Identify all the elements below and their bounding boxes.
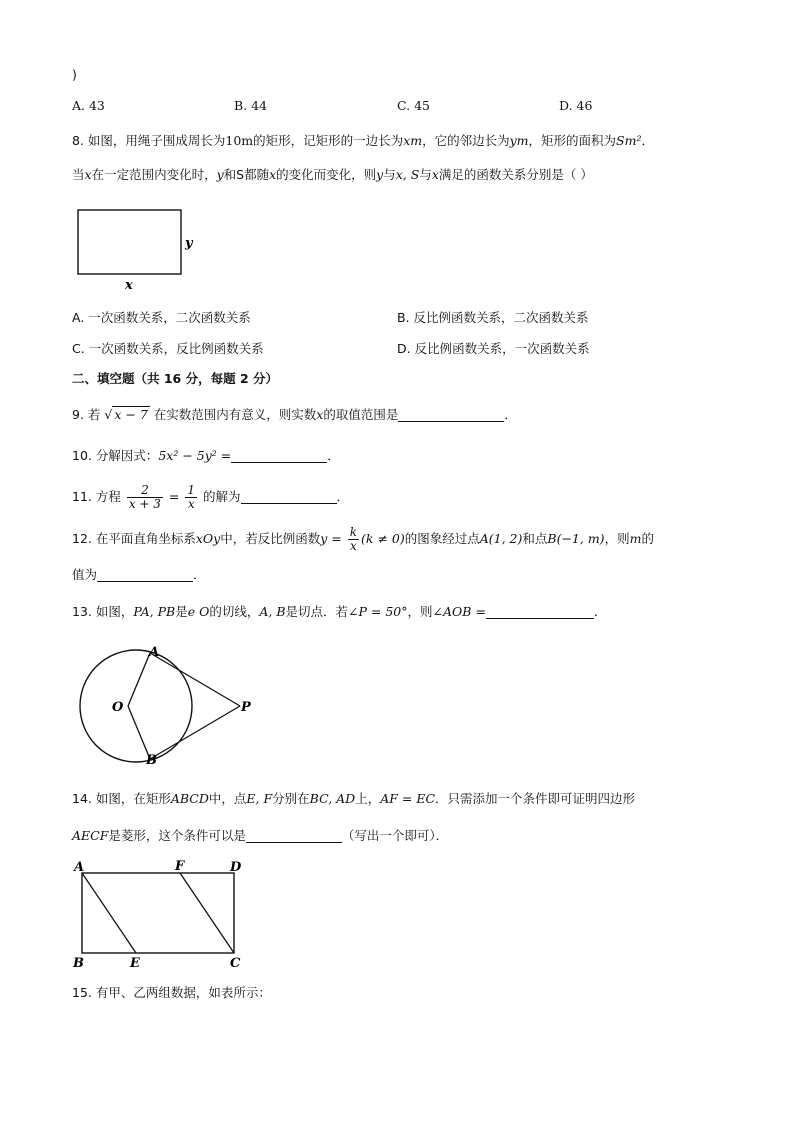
q7-option-d: D. 46 <box>559 98 593 113</box>
q8-option-d: D. 反比例函数关系，一次函数关系 <box>397 341 590 356</box>
q12-line1: 12. 在平面直角坐标系xOy中，若反比例函数y = $\frac{k}{x}$ (k ≠ 0)的图象经过点A(1, 2)和点B(−1, m)，则m的 <box>72 525 654 553</box>
q14-line1: 14. 如图，在矩形ABCD中，点E, F分别在BC, AD上，AF = EC．只需添加一个条件即可证明四边形 <box>72 791 636 806</box>
q11-fraction-right: $\frac{1}{x}$ <box>187 483 196 511</box>
q14-line2: AECF是菱形，这个条件可以是 （写出一个即可）． <box>72 828 449 843</box>
q8-option-c: C. 一次函数关系，反比例函数关系 <box>72 341 264 356</box>
q12-fraction: $\frac{k}{x}$ <box>349 525 358 553</box>
q14-label-f: F <box>175 859 185 874</box>
q13-label-p: P <box>241 700 251 715</box>
q11-answer-blank <box>241 489 337 504</box>
q9: 9. 若 √ x − 7 在实数范围内有意义，则实数x的取值范围是 ． <box>72 407 517 422</box>
q8-line2: 当x在一定范围内变化时，y和S都随x的变化而变化，则y与x, S与x满足的函数关系分别是（ ） <box>72 167 593 182</box>
q11: 11. 方程 $\frac{2}{x + 3}$ = $\frac{1}{x}$ 的解为 ． <box>72 483 350 511</box>
q11-fraction-left: $\frac{2}{x + 3}$ <box>128 483 161 511</box>
q14-answer-blank <box>246 828 342 843</box>
q8-option-a: A. 一次函数关系，二次函数关系 <box>72 310 251 325</box>
section-title: 二、填空题（共 16 分，每题 2 分） <box>72 371 279 386</box>
q14-rectangle-figure <box>70 855 250 970</box>
q13-answer-blank <box>486 604 594 619</box>
q8-rectangle-figure <box>70 202 210 294</box>
q13-label-a: A <box>149 645 160 660</box>
q8-option-b: B. 反比例函数关系，二次函数关系 <box>397 310 589 325</box>
q12-answer-blank <box>97 567 193 582</box>
q7-option-a: A. 43 <box>72 98 105 113</box>
q14-label-d: D <box>230 860 242 875</box>
q13: 13. 如图，PA, PB是e O的切线，A, B是切点．若∠P = 50°，则∠AOB = ． <box>72 604 607 619</box>
q14-label-a: A <box>74 860 85 875</box>
q13-label-b: B <box>146 753 157 768</box>
q7-tail: ) <box>72 67 77 82</box>
q14-label-e: E <box>130 956 140 970</box>
q14-label-b: B <box>73 956 84 970</box>
q10-answer-blank <box>231 448 327 463</box>
q8-line1: 8. 如图，用绳子围成周长为10m的矩形，记矩形的一边长为xm，它的邻边长为ym，矩形的面积为Sm²． <box>72 133 654 148</box>
q9-answer-blank <box>398 407 504 422</box>
q12-line2: 值为 ． <box>72 567 206 582</box>
q8-fig-label-x: x <box>125 278 133 293</box>
q14-label-c: C <box>230 956 241 970</box>
q8-fig-label-y: y <box>185 236 193 251</box>
q13-circle-figure <box>70 640 270 775</box>
q15: 15. 有甲、乙两组数据，如表所示： <box>72 985 271 1000</box>
q10: 10. 分解因式：5x² − 5y² = ． <box>72 448 340 463</box>
q7-option-c: C. 45 <box>397 98 430 113</box>
q7-option-b: B. 44 <box>234 98 268 113</box>
q9-sqrt: √ x − 7 <box>104 407 148 422</box>
q13-label-o: O <box>112 700 124 715</box>
